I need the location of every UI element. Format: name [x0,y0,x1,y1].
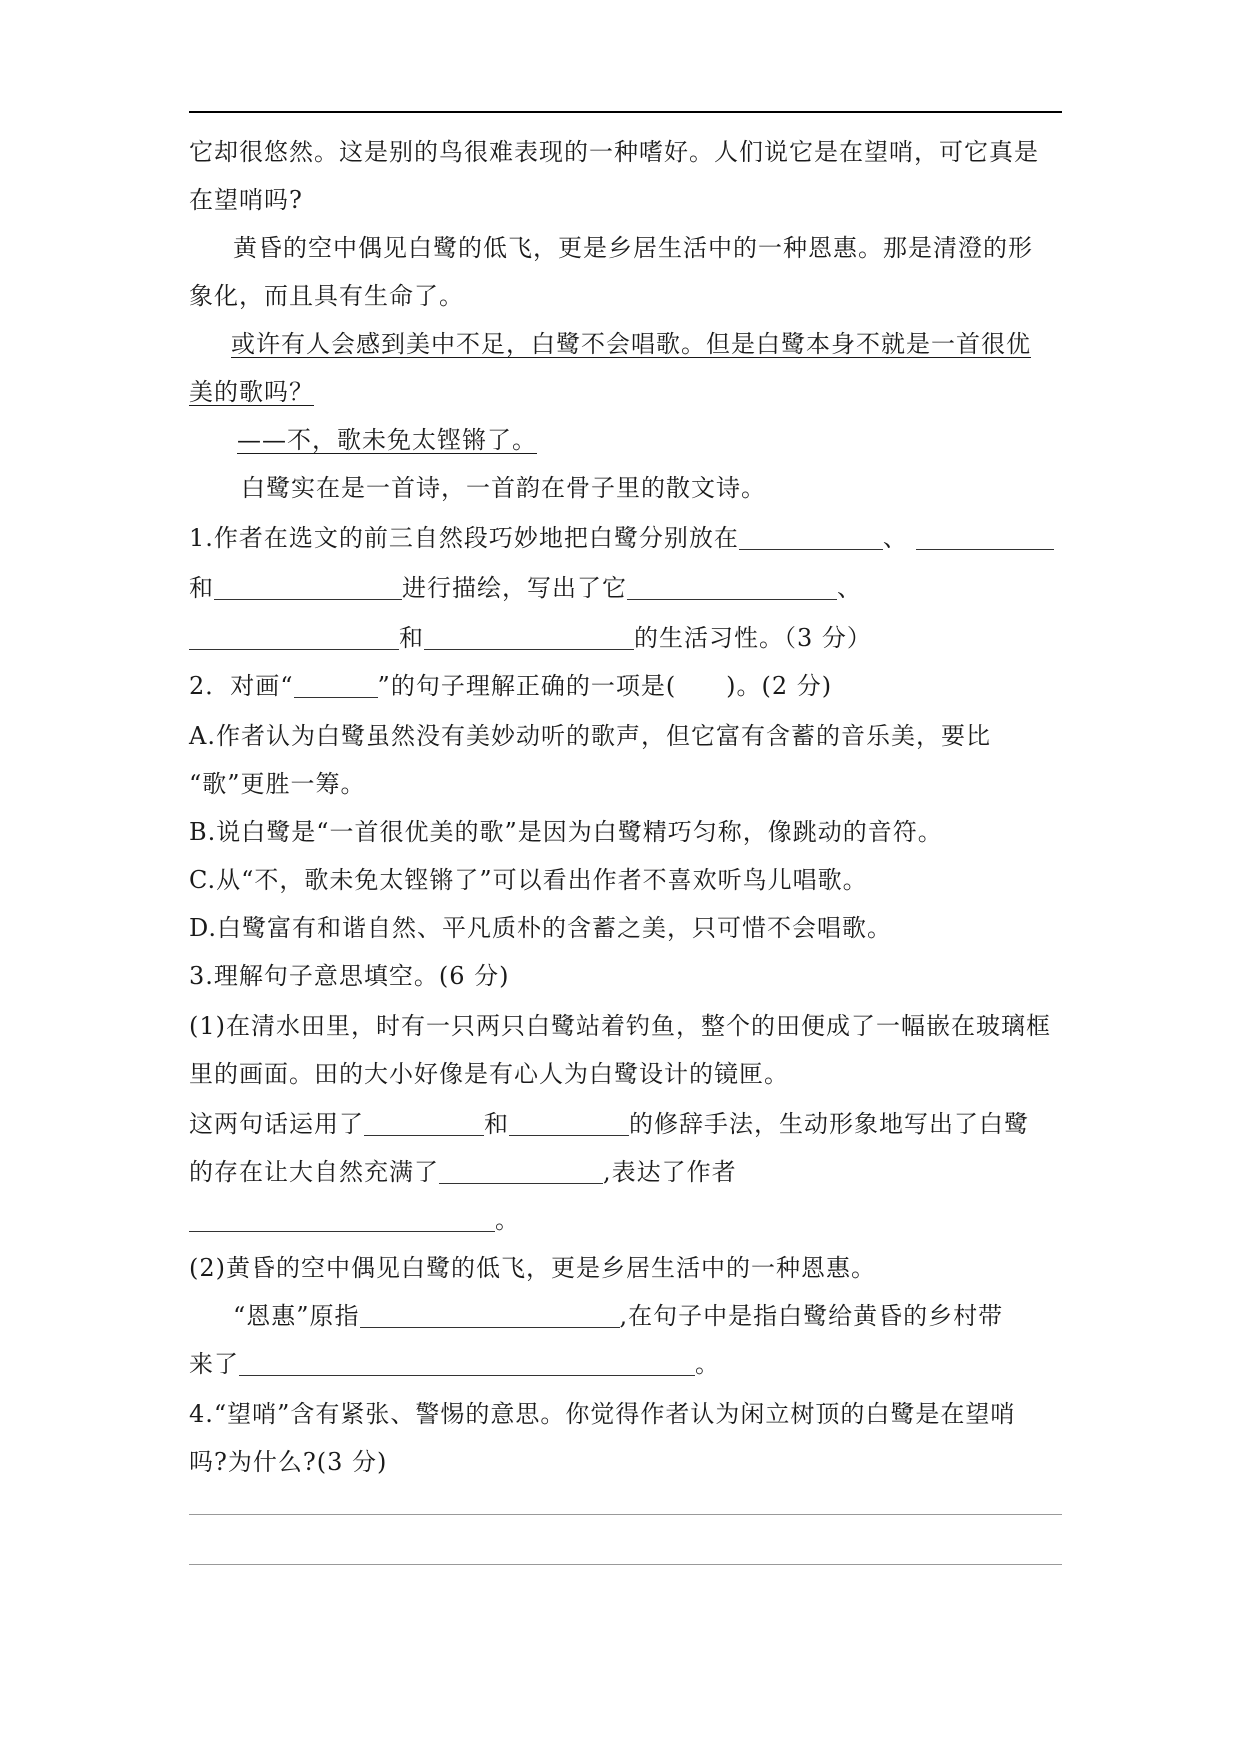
question-text: ”的句子理解正确的一项是( )。(2 分) [377,672,833,700]
question-text: 1.作者在选文的前三自然段巧妙地把白鹭分别放在 [189,524,739,552]
answer-blank[interactable] [509,1109,629,1136]
question-1-line [189,618,872,658]
question-4-stem: 4.“望哨”含有紧张、警惕的意思。你觉得作者认为闲立树顶的白鹭是在望哨 [189,1400,1016,1428]
question-text: 。 [695,1350,720,1378]
question-text: “恩惠”原指 [233,1302,360,1330]
option-b[interactable]: B.说白鹭是“一首很优美的歌”是因为白鹭精巧匀称，像跳动的音符。 [189,818,943,846]
answer-blank[interactable] [214,573,402,600]
answer-blank[interactable] [916,523,1054,550]
question-text: ,在句子中是指白鹭给黄昏的乡村带 [619,1302,1004,1330]
answer-line[interactable] [189,1564,1062,1565]
question-3-sentence-1: (1)在清水田里，时有一只两只白鹭站着钓鱼，整个的田便成了一幅嵌在玻璃框 [189,1012,1051,1040]
question-text: 。 [495,1206,520,1234]
underlined-text: ——不，歌未免太铿锵了。 [237,426,537,454]
question-text: 、 [837,574,862,602]
answer-blank[interactable] [627,573,837,600]
passage-line: 它却很悠然。这是别的鸟很难表现的一种嗜好。人们说它是在望哨，可它真是 [189,138,1039,166]
underlined-sentence [231,324,1031,364]
question-3-fill-line [189,1344,720,1384]
option-a[interactable]: A.作者认为白鹭虽然没有美妙动听的歌声，但它富有含蓄的音乐美，要比 [189,722,991,750]
option-a-continued: “歌”更胜一筹。 [189,770,366,798]
question-text: 来了 [189,1350,239,1378]
question-text: ,表达了作者 [603,1158,737,1186]
answer-blank[interactable] [439,1157,603,1184]
answer-blank[interactable] [189,1205,495,1232]
question-text: 的修辞手法，生动形象地写出了白鹭 [629,1110,1029,1138]
question-2-stem [189,666,832,706]
option-d[interactable]: D.白鹭富有和谐自然、平凡质朴的含蓄之美，只可惜不会唱歌。 [189,914,893,942]
underlined-text: 美的歌吗？ [189,378,314,406]
question-3-stem: 3.理解句子意思填空。(6 分) [189,962,510,990]
question-3-fill-line [189,1104,1029,1144]
passage-line: 白鹭实在是一首诗，一首韵在骨子里的散文诗。 [241,474,766,502]
question-text: 进行描绘，写出了它 [402,574,627,602]
underlined-text: 或许有人会感到美中不足，白鹭不会唱歌。但是白鹭本身不就是一首很优 [231,330,1031,358]
question-3-fill-line [233,1296,1003,1336]
question-3-fill-line [189,1152,737,1192]
question-3-sentence-2: (2)黄昏的空中偶见白鹭的低飞，更是乡居生活中的一种恩惠。 [189,1254,876,1282]
header-rule [189,111,1062,113]
underlined-sentence [189,372,314,412]
passage-line: 黄昏的空中偶见白鹭的低飞，更是乡居生活中的一种恩惠。那是清澄的形 [233,234,1033,262]
question-4-stem: 吗?为什么?(3 分) [189,1448,388,1476]
question-text: 这两句话运用了 [189,1110,364,1138]
underlined-sentence [237,420,537,460]
question-3-sentence-1: 里的画面。田的大小好像是有心人为白鹭设计的镜匣。 [189,1060,789,1088]
answer-blank[interactable] [739,523,883,550]
underline-sample [294,671,378,698]
answer-blank[interactable] [364,1109,484,1136]
answer-blank[interactable] [239,1349,695,1376]
question-text: 和 [189,574,214,602]
passage-line: 象化，而且具有生命了。 [189,282,464,310]
question-1-line [189,568,862,608]
question-3-fill-line [189,1200,520,1240]
question-text: 2．对画“ [189,672,294,700]
question-text: 的生活习性。（3 分） [634,624,872,652]
option-c[interactable]: C.从“不，歌未免太铿锵了”可以看出作者不喜欢听鸟儿唱歌。 [189,866,868,894]
question-text: 、 [882,524,908,552]
answer-line[interactable] [189,1514,1062,1515]
question-text: 的存在让大自然充满了 [189,1158,439,1186]
question-text: 和 [484,1110,509,1138]
answer-blank[interactable] [424,623,634,650]
passage-line: 在望哨吗? [189,186,303,214]
question-text: 和 [399,624,424,652]
answer-blank[interactable] [360,1301,620,1328]
question-1-line [189,518,1054,558]
answer-blank[interactable] [189,623,399,650]
